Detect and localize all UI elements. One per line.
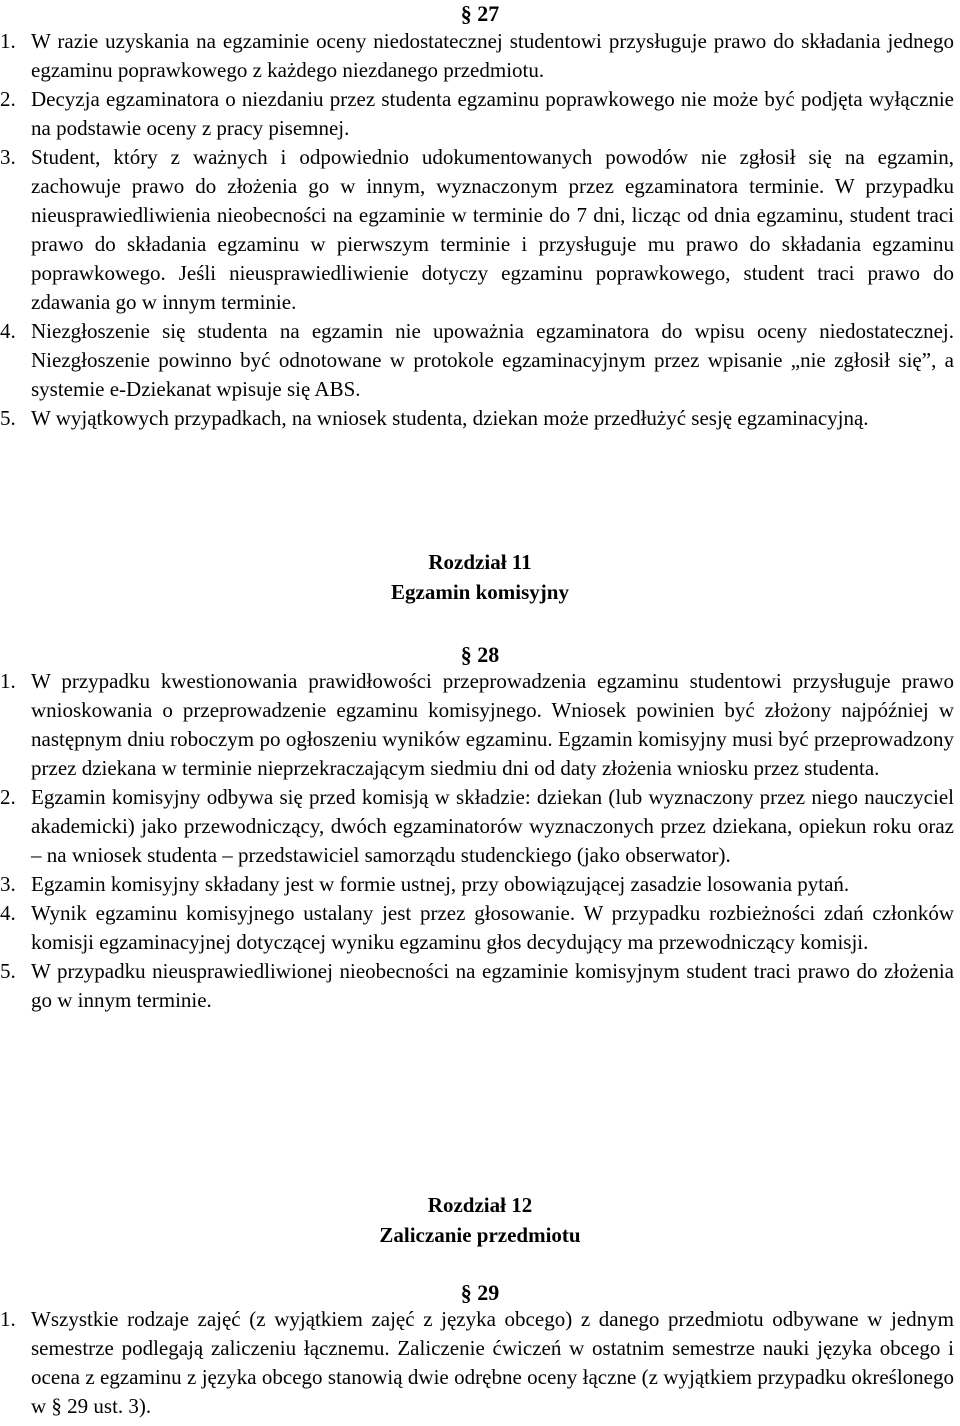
item-number: 1. (0, 1307, 16, 1331)
list-item (0, 317, 954, 404)
item-text: W przypadku nieusprawiedliwionej nieobecności na egzaminie komisyjnym student traci prawo do złożenia go w innym terminie. (31, 959, 954, 1012)
list-item (0, 85, 954, 143)
item-text: Wszystkie rodzaje zajęć (z wyjątkiem zajęć z języka obcego) z danego przedmiotu odbywane w jednym semestrze podlegają zaliczeniu łącznemu. Zaliczenie ćwiczeń w ostatnim semestrze nauki języka obcego i ocena z egzaminu z języka obcego stanowią dwie odrębne oceny łączne (z wyjątkiem przypadku określonego w § 29 ust. 3). (31, 1307, 954, 1418)
list-item (0, 404, 954, 433)
chapter-title: Egzamin komisyjny (391, 580, 569, 604)
section-28-list (0, 667, 954, 1015)
item-number: 5. (0, 959, 16, 983)
item-number: 1. (0, 29, 16, 53)
item-number: 3. (0, 145, 16, 169)
list-item (0, 899, 954, 957)
chapter-heading-11 (0, 547, 960, 607)
item-number: 4. (0, 319, 16, 343)
list-item (0, 783, 954, 870)
item-number: 1. (0, 669, 16, 693)
list-item (0, 1305, 954, 1421)
section-29-list (0, 1305, 954, 1421)
item-text: W przypadku kwestionowania prawidłowości przeprowadzenia egzaminu studentowi przysługuje prawo wnioskowania o przeprowadzenie egzaminu komisyjnego. Wniosek powinien być złożony najpóźniej w następnym dniu roboczym po ogłoszeniu wyników egzaminu. Egzamin komisyjny musi być przeprowadzony przez dziekana w terminie nieprzekraczającym siedmiu dni od daty złożenia wniosku przez studenta. (31, 669, 954, 780)
section-27-list (0, 27, 954, 433)
list-item (0, 143, 954, 317)
section-heading-27: § 27 (460, 1, 500, 26)
item-text: Niezgłoszenie się studenta na egzamin nie upoważnia egzaminatora do wpisu oceny niedostatecznej. Niezgłoszenie powinno być odnotowane w protokole egzaminacyjnym przez wpisanie „nie zgłosił się”, a systemie e-Dziekanat wpisuje się ABS. (31, 319, 954, 401)
item-number: 2. (0, 87, 16, 111)
list-item (0, 870, 954, 899)
item-text: Egzamin komisyjny składany jest w formie ustnej, przy obowiązującej zasadzie losowania pytań. (31, 872, 850, 896)
section-heading-28: § 28 (460, 642, 500, 667)
chapter-heading-12 (0, 1190, 960, 1250)
item-text: Decyzja egzaminatora o niezdaniu przez studenta egzaminu poprawkowego nie może być podjęta wyłącznie na podstawie oceny z pracy pisemnej. (31, 87, 954, 140)
item-text: Egzamin komisyjny odbywa się przed komisją w składzie: dziekan (lub wyznaczony przez niego nauczyciel akademicki) jako przewodniczący, dwóch egzaminatorów wyznaczonych przez dziekana, opiekun roku oraz – na wniosek studenta – przedstawiciel samorządu studenckiego (jako obserwator). (31, 785, 954, 867)
item-text: Student, który z ważnych i odpowiednio udokumentowanych powodów nie zgłosił się na egzamin, zachowuje prawo do złożenia go w innym, wyznaczonym przez egzaminatora terminie. W przypadku nieusprawiedliwienia nieobecności na egzaminie w terminie do 7 dni, licząc od dnia egzaminu, student traci prawo do składania egzaminu w pierwszym terminie i przysługuje mu prawo do składania egzaminu poprawkowego. Jeśli nieusprawiedliwienie dotyczy egzaminu poprawkowego, student traci prawo do zdawania go w innym terminie. (31, 145, 954, 314)
item-text: Wynik egzaminu komisyjnego ustalany jest przez głosowanie. W przypadku rozbieżności zdań członków komisji egzaminacyjnej dotyczącej wyniku egzaminu głos decydujący ma przewodniczący komisji. (31, 901, 954, 954)
item-text: W razie uzyskania na egzaminie oceny niedostatecznej studentowi przysługuje prawo do składania jednego egzaminu poprawkowego z każdego niezdanego przedmiotu. (31, 29, 954, 82)
chapter-number: Rozdział 11 (428, 550, 532, 574)
item-number: 3. (0, 872, 16, 896)
chapter-number: Rozdział 12 (427, 1193, 533, 1217)
item-text: W wyjątkowych przypadkach, na wniosek studenta, dziekan może przedłużyć sesję egzaminacyjną. (31, 406, 869, 430)
item-number: 4. (0, 901, 16, 925)
list-item (0, 957, 954, 1015)
item-number: 2. (0, 785, 16, 809)
list-item (0, 27, 954, 85)
list-item (0, 667, 954, 783)
item-number: 5. (0, 406, 16, 430)
chapter-title: Zaliczanie przedmiotu (379, 1223, 581, 1247)
section-heading-29: § 29 (460, 1280, 500, 1305)
